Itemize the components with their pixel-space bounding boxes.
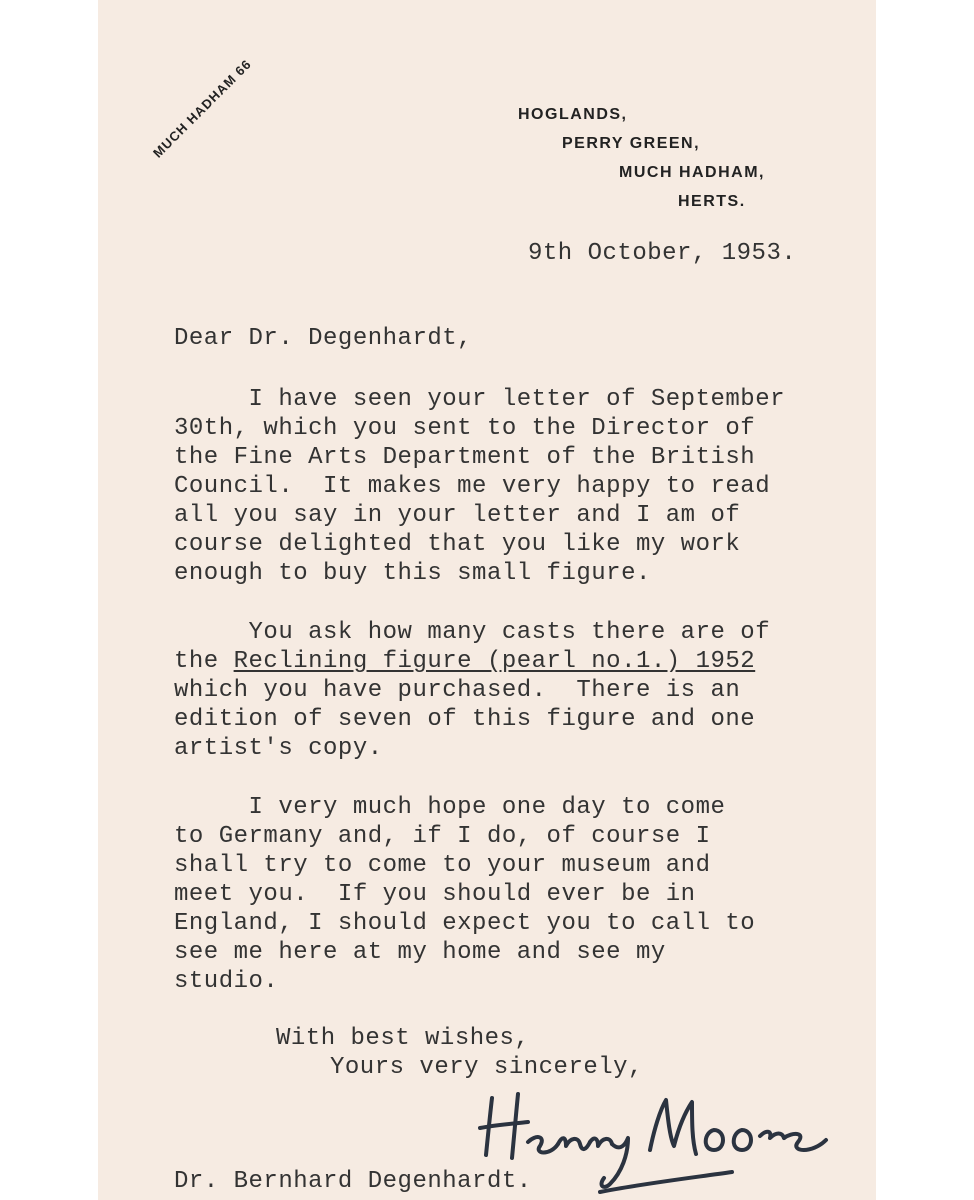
paragraph-line: You ask how many casts there are of bbox=[174, 619, 771, 646]
recipient-name: Dr. Bernhard Degenhardt. bbox=[174, 1168, 532, 1195]
paragraph-line: I have seen your letter of September bbox=[174, 386, 785, 413]
paragraph-line: I very much hope one day to come bbox=[174, 794, 726, 821]
address-line-4: HERTS. bbox=[678, 193, 746, 210]
paragraph-line: studio. bbox=[174, 968, 279, 995]
paragraph-line: artist's copy. bbox=[174, 735, 383, 762]
paragraph-line: which you have purchased. There is an bbox=[174, 677, 741, 704]
paragraph-line: edition of seven of this figure and one bbox=[174, 706, 756, 733]
address-line-1: HOGLANDS, bbox=[518, 106, 628, 123]
address-line-2: PERRY GREEN, bbox=[562, 135, 701, 152]
paragraph-line: the Fine Arts Department of the British bbox=[174, 444, 756, 471]
paragraph-line: all you say in your letter and I am of bbox=[174, 502, 741, 529]
paragraph-line: to Germany and, if I do, of course I bbox=[174, 823, 711, 850]
letterhead-phone: MUCH HADHAM 66 bbox=[150, 56, 255, 161]
address-line-3: MUCH HADHAM, bbox=[619, 164, 765, 181]
paragraph-line: England, I should expect you to call to bbox=[174, 910, 756, 937]
paragraph-line: see me here at my home and see my bbox=[174, 939, 666, 966]
paragraph-line: shall try to come to your museum and bbox=[174, 852, 711, 879]
paragraph-line bbox=[174, 647, 755, 676]
paragraph-line: 30th, which you sent to the Director of bbox=[174, 415, 756, 442]
closing-line-2: Yours very sincerely, bbox=[330, 1054, 643, 1081]
paragraph-line-prefix: the bbox=[174, 648, 234, 675]
salutation: Dear Dr. Degenhardt, bbox=[174, 325, 473, 352]
letter-date: 9th October, 1953. bbox=[528, 240, 797, 267]
paragraph-line: Council. It makes me very happy to read bbox=[174, 473, 771, 500]
sculpture-title: Reclining figure (pearl no.1.) 1952 bbox=[233, 648, 756, 675]
closing-line-1: With best wishes, bbox=[276, 1025, 530, 1052]
paragraph-line: course delighted that you like my work bbox=[174, 531, 741, 558]
paragraph-line: enough to buy this small figure. bbox=[174, 560, 651, 587]
paragraph-line: meet you. If you should ever be in bbox=[174, 881, 696, 908]
